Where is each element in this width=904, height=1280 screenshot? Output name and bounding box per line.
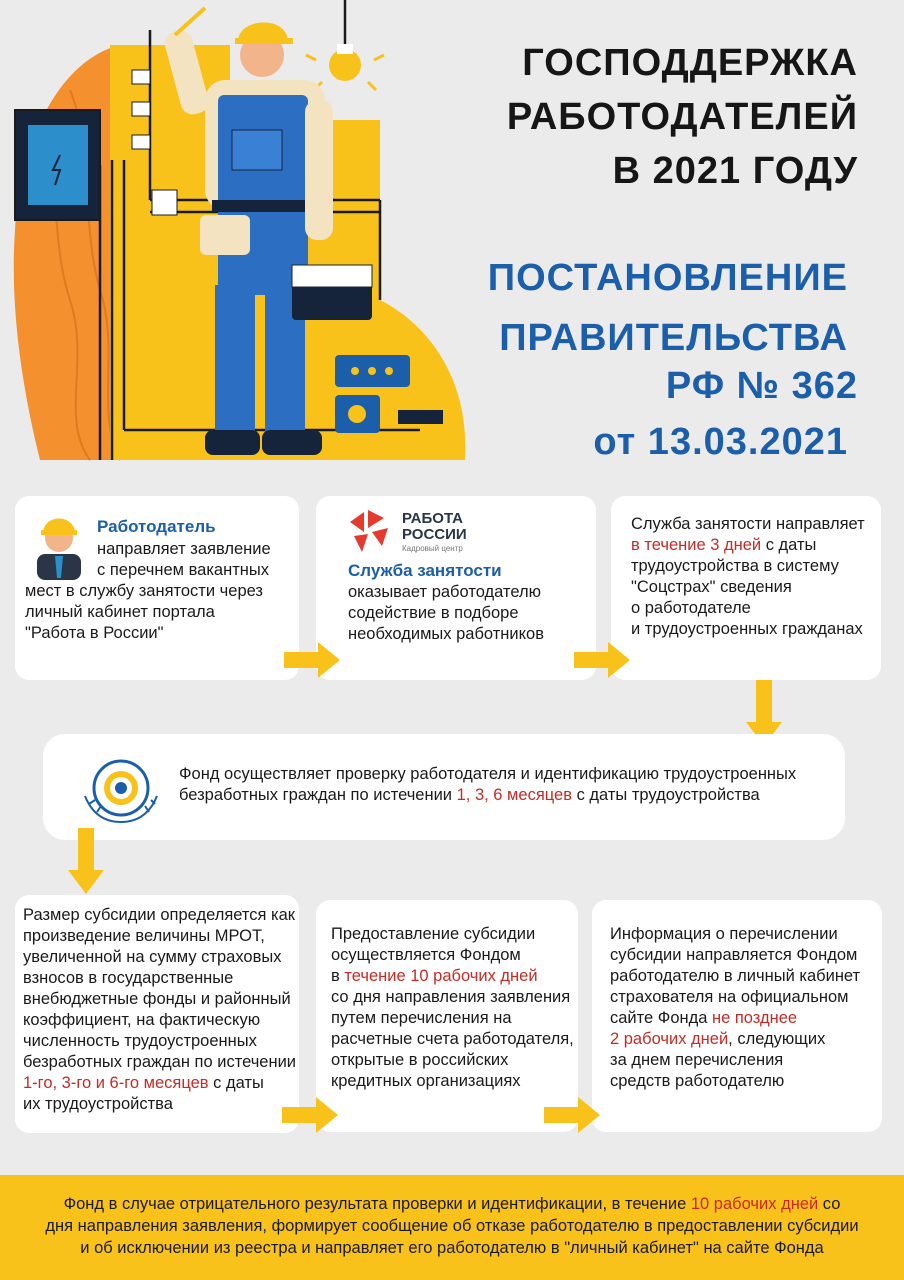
step-5-text-10: их трудоустройства xyxy=(23,1095,173,1113)
title-line-3: В 2021 ГОДУ xyxy=(612,150,858,192)
step-7-highlight-1: не позднее xyxy=(712,1009,798,1027)
step-5-card xyxy=(15,895,299,1133)
step-3-text-4: "Соцстрах" сведения xyxy=(631,578,792,596)
footer-line-1 xyxy=(0,1193,904,1215)
step-3-text-5: о работодателе xyxy=(631,599,751,617)
step-1-text-3: мест в службу занятости через xyxy=(25,582,263,600)
arrow-right-icon-1 xyxy=(284,642,340,678)
step-6-text-7: открытые в российских xyxy=(331,1051,509,1069)
step-5-text-1: Размер субсидии определяется как xyxy=(23,906,296,924)
step-4-highlight: 1, 3, 6 месяцев xyxy=(456,786,572,804)
step-1-text-2: с перечнем вакантных xyxy=(97,561,269,579)
step-7-card xyxy=(592,900,882,1132)
step-7-text-4: страхователя на официальном xyxy=(610,988,849,1006)
step-5-text-6: коэффициент, на фактическую xyxy=(23,1011,261,1029)
arrow-right-icon-4 xyxy=(544,1097,600,1133)
social-fund-logo-icon xyxy=(75,756,167,826)
step-6-highlight: течение 10 рабочих дней xyxy=(344,967,538,985)
rabota-rossii-logo-icon xyxy=(346,508,392,554)
step-6-card xyxy=(316,900,578,1132)
step-7-text-1: Информация о перечислении xyxy=(610,925,838,943)
step-6-text-8: кредитных организациях xyxy=(331,1072,521,1090)
step-7-text-7: за днем перечисления xyxy=(610,1051,784,1069)
step-7-text-8: средств работодателю xyxy=(610,1072,785,1090)
footer-line-3: и об исключении из реестра и направляет его работодателю в "личный кабинет" на сайте Фонда xyxy=(80,1239,824,1257)
step-1-heading: Работодатель xyxy=(97,517,216,536)
decree-line-3: РФ № 362 xyxy=(665,365,858,407)
step-5-text-3: увеличенной на сумму страховых xyxy=(23,948,282,966)
decree-line-1: ПОСТАНОВЛЕНИЕ xyxy=(487,257,848,299)
step-4-card xyxy=(43,734,845,840)
footer-highlight: 10 рабочих дней xyxy=(690,1195,819,1213)
step-5-text-4: взносов в государственные xyxy=(23,969,234,987)
logo-text-1: РАБОТА xyxy=(402,510,464,527)
step-3-highlight: в течение 3 дней xyxy=(631,536,762,554)
step-6-text-3a: в xyxy=(331,967,345,985)
step-6-text-3-line xyxy=(331,966,538,987)
step-6-text-2: осуществляется Фондом xyxy=(331,946,521,964)
step-3-text-2: с даты xyxy=(761,536,817,554)
step-7-text-6: , следующих xyxy=(728,1030,826,1048)
title-line-1: ГОСПОДДЕРЖКА xyxy=(522,42,858,84)
arrow-right-icon-2 xyxy=(574,642,630,678)
step-3-text-1: Служба занятости направляет xyxy=(631,515,865,533)
step-2-text-3: необходимых работников xyxy=(348,625,544,643)
step-3-card xyxy=(611,496,881,680)
step-7-text-2: субсидии направляется Фондом xyxy=(610,946,858,964)
step-5-text-5: внебюджетные фонды и районный xyxy=(23,990,291,1008)
step-1-text-1: направляет заявление xyxy=(97,540,271,558)
step-6-text-1: Предоставление субсидии xyxy=(331,925,536,943)
step-5-highlight: 1-го, 3-го и 6-го месяцев xyxy=(23,1074,209,1092)
step-2-card xyxy=(316,496,596,680)
decree-title xyxy=(488,248,848,368)
step-4-text-2b: с даты трудоустройства xyxy=(571,786,760,804)
step-1-card xyxy=(15,496,299,680)
step-5-text-7: численность трудоустроенных xyxy=(23,1032,257,1050)
decree-line-2: ПРАВИТЕЛЬСТВА xyxy=(499,317,848,359)
step-4-text-1: Фонд осуществляет проверку работодателя и идентификацию трудоустроенных xyxy=(179,765,797,783)
decree-line-4: от 13.03.2021 xyxy=(593,421,848,463)
footer-line-2: дня направления заявления, формирует сообщение об отказе работодателю в предоставлении субсидии xyxy=(45,1217,859,1235)
worker-illustration xyxy=(0,0,470,465)
step-7-text-5-line xyxy=(610,1008,797,1029)
step-6-text-6: расчетные счета работодателя, xyxy=(331,1030,574,1048)
step-1-text-5: "Работа в России" xyxy=(25,624,164,642)
step-2-text-1: оказывает работодателю xyxy=(348,583,541,601)
footer-text-1a: Фонд в случае отрицательного результата проверки и идентификации, в течение xyxy=(63,1195,691,1213)
title-line-2: РАБОТОДАТЕЛЕЙ xyxy=(506,96,858,138)
employer-avatar-icon xyxy=(31,512,87,580)
logo-subtext: Кадровый центр xyxy=(402,544,463,553)
footer-text-1b: со xyxy=(818,1195,841,1213)
logo-text-2: РОССИИ xyxy=(402,526,467,543)
step-2-text-2: содействие в подборе xyxy=(348,604,519,622)
main-title xyxy=(507,36,858,198)
step-3-text-6: и трудоустроенных гражданах xyxy=(631,620,863,638)
step-7-text-5a: сайте Фонда xyxy=(610,1009,712,1027)
step-4-text-2a: безработных граждан по истечении xyxy=(179,786,457,804)
step-5-text-8: безработных граждан по истечении xyxy=(23,1053,297,1071)
step-7-text-3: работодателю в личный кабинет xyxy=(610,967,861,985)
step-6-text-5: путем перечисления на xyxy=(331,1009,512,1027)
step-7-text-6-line xyxy=(610,1029,825,1050)
arrow-right-icon-3 xyxy=(282,1097,338,1133)
step-4-text-2-line xyxy=(179,785,760,806)
step-6-text-4: со дня направления заявления xyxy=(331,988,571,1006)
step-1-text-4: личный кабинет портала xyxy=(25,603,215,621)
step-5-text-2: произведение величины МРОТ, xyxy=(23,927,265,945)
step-3-text-2-line xyxy=(631,535,816,556)
arrow-down-icon-2 xyxy=(68,828,104,894)
step-5-text-9-line xyxy=(23,1073,264,1094)
step-3-text-3: трудоустройства в систему xyxy=(631,557,839,575)
step-5-text-9: с даты xyxy=(208,1074,264,1092)
step-7-highlight-2: 2 рабочих дней xyxy=(610,1030,729,1048)
step-2-heading: Служба занятости xyxy=(348,561,502,580)
footer-banner xyxy=(0,1175,904,1280)
